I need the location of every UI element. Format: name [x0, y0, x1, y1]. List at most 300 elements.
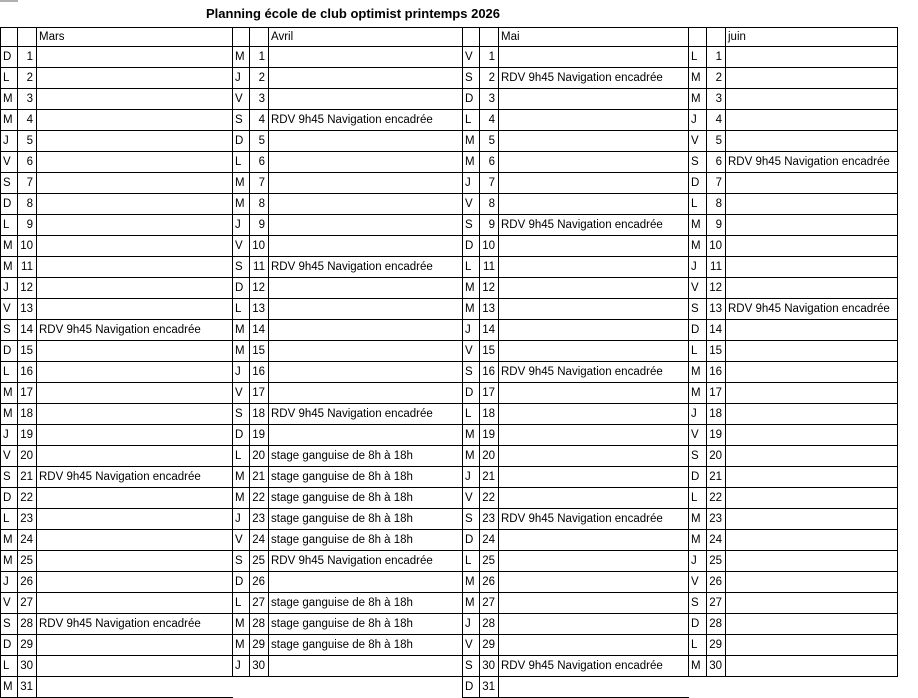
weekday-letter-cell[interactable]: V [689, 425, 707, 446]
event-cell[interactable] [37, 110, 233, 131]
day-number-cell[interactable]: 27 [707, 593, 726, 614]
weekday-letter-cell[interactable]: V [689, 131, 707, 152]
weekday-letter-cell[interactable]: J [463, 614, 480, 635]
day-number-cell[interactable]: 3 [18, 89, 37, 110]
event-cell[interactable] [726, 593, 898, 614]
weekday-letter-cell[interactable]: L [1, 656, 18, 677]
day-number-cell[interactable]: 31 [18, 677, 37, 698]
day-number-cell[interactable]: 11 [707, 257, 726, 278]
weekday-letter-cell[interactable]: V [1, 299, 18, 320]
event-cell[interactable]: stage ganguise de 8h à 18h [269, 467, 463, 488]
weekday-letter-cell[interactable]: D [463, 530, 480, 551]
event-cell[interactable]: RDV 9h45 Navigation encadrée [726, 152, 898, 173]
day-number-cell[interactable]: 9 [707, 215, 726, 236]
event-cell[interactable] [726, 551, 898, 572]
day-number-cell[interactable]: 2 [250, 68, 269, 89]
event-cell[interactable] [269, 236, 463, 257]
weekday-letter-cell[interactable]: M [1, 677, 18, 698]
weekday-letter-cell[interactable]: D [689, 173, 707, 194]
day-number-cell[interactable]: 15 [480, 341, 499, 362]
month-header-mars[interactable]: Mars [37, 28, 233, 47]
day-number-cell[interactable]: 6 [18, 152, 37, 173]
event-cell[interactable] [726, 215, 898, 236]
day-number-cell[interactable]: 1 [250, 47, 269, 68]
month-header-avril[interactable]: Avril [269, 28, 463, 47]
day-number-cell[interactable]: 24 [18, 530, 37, 551]
event-cell[interactable] [499, 278, 689, 299]
weekday-letter-cell[interactable]: L [689, 635, 707, 656]
day-number-cell[interactable]: 27 [18, 593, 37, 614]
event-cell[interactable] [37, 236, 233, 257]
day-number-cell[interactable]: 15 [707, 341, 726, 362]
day-number-cell[interactable]: 10 [18, 236, 37, 257]
weekday-letter-cell[interactable]: L [1, 362, 18, 383]
day-number-cell[interactable]: 11 [18, 257, 37, 278]
weekday-letter-cell[interactable]: M [233, 614, 250, 635]
weekday-letter-cell[interactable]: M [233, 173, 250, 194]
weekday-letter-cell[interactable]: L [233, 152, 250, 173]
day-number-cell[interactable]: 27 [480, 593, 499, 614]
day-number-cell[interactable]: 22 [480, 488, 499, 509]
day-number-cell[interactable]: 20 [250, 446, 269, 467]
day-number-cell[interactable]: 6 [480, 152, 499, 173]
day-number-cell[interactable]: 8 [480, 194, 499, 215]
weekday-letter-cell[interactable]: M [689, 509, 707, 530]
weekday-letter-cell[interactable]: L [689, 47, 707, 68]
event-cell[interactable] [499, 467, 689, 488]
weekday-letter-cell[interactable]: J [1, 131, 18, 152]
weekday-letter-cell[interactable]: D [1, 47, 18, 68]
event-cell[interactable] [269, 656, 463, 677]
event-cell[interactable] [37, 89, 233, 110]
event-cell[interactable]: stage ganguise de 8h à 18h [269, 593, 463, 614]
weekday-letter-cell[interactable]: L [463, 110, 480, 131]
event-cell[interactable] [726, 89, 898, 110]
day-number-cell[interactable]: 16 [18, 362, 37, 383]
day-number-cell[interactable]: 28 [18, 614, 37, 635]
weekday-letter-cell[interactable]: L [689, 488, 707, 509]
weekday-letter-cell[interactable]: D [233, 131, 250, 152]
weekday-letter-cell[interactable]: M [1, 236, 18, 257]
event-cell[interactable] [499, 320, 689, 341]
month-header-mai[interactable]: Mai [499, 28, 689, 47]
weekday-letter-cell[interactable]: S [1, 467, 18, 488]
weekday-letter-cell[interactable]: D [1, 488, 18, 509]
event-cell[interactable]: RDV 9h45 Navigation encadrée [37, 467, 233, 488]
weekday-letter-cell[interactable]: M [689, 215, 707, 236]
event-cell[interactable] [499, 47, 689, 68]
event-cell[interactable] [499, 89, 689, 110]
weekday-letter-cell[interactable]: M [1, 110, 18, 131]
weekday-letter-cell[interactable]: V [1, 446, 18, 467]
day-number-cell[interactable]: 17 [18, 383, 37, 404]
day-number-cell[interactable]: 28 [707, 614, 726, 635]
weekday-letter-cell[interactable]: D [689, 614, 707, 635]
event-cell[interactable] [269, 194, 463, 215]
weekday-letter-cell[interactable]: M [233, 341, 250, 362]
weekday-letter-cell[interactable]: L [1, 509, 18, 530]
event-cell[interactable] [499, 110, 689, 131]
event-cell[interactable] [37, 173, 233, 194]
event-cell[interactable] [726, 530, 898, 551]
day-number-cell[interactable]: 16 [250, 362, 269, 383]
header-blank-cell[interactable] [689, 28, 707, 47]
event-cell[interactable] [269, 152, 463, 173]
header-blank-cell[interactable] [707, 28, 726, 47]
weekday-letter-cell[interactable]: M [1, 404, 18, 425]
weekday-letter-cell[interactable]: M [463, 299, 480, 320]
event-cell[interactable] [726, 614, 898, 635]
weekday-letter-cell[interactable]: M [1, 551, 18, 572]
event-cell[interactable] [269, 572, 463, 593]
event-cell[interactable] [726, 68, 898, 89]
header-blank-cell[interactable] [233, 28, 250, 47]
event-cell[interactable] [726, 278, 898, 299]
day-number-cell[interactable]: 30 [18, 656, 37, 677]
day-number-cell[interactable]: 24 [707, 530, 726, 551]
weekday-letter-cell[interactable]: J [689, 551, 707, 572]
weekday-letter-cell[interactable]: M [463, 425, 480, 446]
event-cell[interactable] [499, 404, 689, 425]
weekday-letter-cell[interactable]: M [233, 320, 250, 341]
day-number-cell[interactable]: 4 [480, 110, 499, 131]
day-number-cell[interactable]: 31 [480, 677, 499, 698]
event-cell[interactable] [499, 299, 689, 320]
event-cell[interactable]: RDV 9h45 Navigation encadrée [499, 215, 689, 236]
event-cell[interactable]: stage ganguise de 8h à 18h [269, 509, 463, 530]
event-cell[interactable] [726, 341, 898, 362]
weekday-letter-cell[interactable]: V [233, 383, 250, 404]
day-number-cell[interactable]: 25 [707, 551, 726, 572]
event-cell[interactable] [37, 131, 233, 152]
day-number-cell[interactable]: 23 [707, 509, 726, 530]
day-number-cell[interactable]: 21 [18, 467, 37, 488]
day-number-cell[interactable]: 26 [707, 572, 726, 593]
day-number-cell[interactable]: 22 [18, 488, 37, 509]
weekday-letter-cell[interactable]: V [463, 341, 480, 362]
month-header-juin[interactable]: juin [726, 28, 898, 47]
day-number-cell[interactable]: 25 [250, 551, 269, 572]
event-cell[interactable] [726, 425, 898, 446]
weekday-letter-cell[interactable]: S [689, 593, 707, 614]
weekday-letter-cell[interactable]: M [463, 572, 480, 593]
weekday-letter-cell[interactable]: M [233, 635, 250, 656]
weekday-letter-cell[interactable]: M [233, 467, 250, 488]
day-number-cell[interactable]: 12 [250, 278, 269, 299]
weekday-letter-cell[interactable]: D [463, 89, 480, 110]
header-blank-cell[interactable] [250, 28, 269, 47]
weekday-letter-cell[interactable]: D [1, 635, 18, 656]
event-cell[interactable] [726, 467, 898, 488]
weekday-letter-cell[interactable]: L [463, 257, 480, 278]
weekday-letter-cell[interactable]: M [689, 89, 707, 110]
event-cell[interactable] [499, 572, 689, 593]
weekday-letter-cell[interactable]: M [689, 236, 707, 257]
day-number-cell[interactable]: 12 [707, 278, 726, 299]
weekday-letter-cell[interactable] [689, 677, 707, 698]
day-number-cell[interactable]: 21 [707, 467, 726, 488]
event-cell[interactable]: RDV 9h45 Navigation encadrée [499, 656, 689, 677]
day-number-cell[interactable]: 2 [707, 68, 726, 89]
day-number-cell[interactable]: 6 [250, 152, 269, 173]
day-number-cell[interactable]: 24 [250, 530, 269, 551]
weekday-letter-cell[interactable]: V [463, 635, 480, 656]
day-number-cell[interactable]: 27 [250, 593, 269, 614]
weekday-letter-cell[interactable]: V [689, 572, 707, 593]
weekday-letter-cell[interactable]: J [689, 110, 707, 131]
day-number-cell[interactable]: 1 [707, 47, 726, 68]
event-cell[interactable] [269, 47, 463, 68]
weekday-letter-cell[interactable]: L [1, 215, 18, 236]
day-number-cell[interactable]: 13 [250, 299, 269, 320]
event-cell[interactable]: RDV 9h45 Navigation encadrée [37, 320, 233, 341]
event-cell[interactable]: RDV 9h45 Navigation encadrée [269, 551, 463, 572]
event-cell[interactable]: stage ganguise de 8h à 18h [269, 614, 463, 635]
day-number-cell[interactable]: 5 [18, 131, 37, 152]
event-cell[interactable] [37, 341, 233, 362]
weekday-letter-cell[interactable]: D [689, 320, 707, 341]
weekday-letter-cell[interactable]: J [233, 362, 250, 383]
day-number-cell[interactable]: 18 [250, 404, 269, 425]
day-number-cell[interactable]: 14 [18, 320, 37, 341]
day-number-cell[interactable]: 8 [250, 194, 269, 215]
day-number-cell[interactable]: 1 [18, 47, 37, 68]
event-cell[interactable] [37, 194, 233, 215]
weekday-letter-cell[interactable]: M [1, 89, 18, 110]
day-number-cell[interactable]: 10 [707, 236, 726, 257]
weekday-letter-cell[interactable]: J [233, 509, 250, 530]
event-cell[interactable] [726, 404, 898, 425]
weekday-letter-cell[interactable]: J [689, 404, 707, 425]
day-number-cell[interactable]: 28 [250, 614, 269, 635]
weekday-letter-cell[interactable]: M [463, 446, 480, 467]
day-number-cell[interactable]: 13 [18, 299, 37, 320]
day-number-cell[interactable]: 12 [480, 278, 499, 299]
day-number-cell[interactable]: 19 [480, 425, 499, 446]
day-number-cell[interactable]: 7 [480, 173, 499, 194]
weekday-letter-cell[interactable]: J [1, 278, 18, 299]
event-cell[interactable] [37, 68, 233, 89]
day-number-cell[interactable] [250, 677, 269, 698]
weekday-letter-cell[interactable]: S [1, 614, 18, 635]
event-cell[interactable] [499, 593, 689, 614]
weekday-letter-cell[interactable]: M [463, 593, 480, 614]
event-cell[interactable] [499, 446, 689, 467]
event-cell[interactable]: stage ganguise de 8h à 18h [269, 446, 463, 467]
day-number-cell[interactable]: 20 [707, 446, 726, 467]
day-number-cell[interactable]: 16 [480, 362, 499, 383]
event-cell[interactable] [37, 257, 233, 278]
event-cell[interactable]: RDV 9h45 Navigation encadrée [726, 299, 898, 320]
weekday-letter-cell[interactable]: V [463, 488, 480, 509]
day-number-cell[interactable]: 14 [480, 320, 499, 341]
weekday-letter-cell[interactable]: D [233, 425, 250, 446]
day-number-cell[interactable]: 12 [18, 278, 37, 299]
weekday-letter-cell[interactable] [233, 677, 250, 698]
event-cell[interactable] [726, 446, 898, 467]
day-number-cell[interactable]: 16 [707, 362, 726, 383]
weekday-letter-cell[interactable]: V [233, 89, 250, 110]
event-cell[interactable] [726, 131, 898, 152]
event-cell[interactable] [499, 341, 689, 362]
event-cell[interactable]: RDV 9h45 Navigation encadrée [37, 614, 233, 635]
day-number-cell[interactable]: 10 [480, 236, 499, 257]
day-number-cell[interactable]: 17 [480, 383, 499, 404]
weekday-letter-cell[interactable]: V [463, 194, 480, 215]
day-number-cell[interactable]: 2 [480, 68, 499, 89]
event-cell[interactable] [269, 299, 463, 320]
day-number-cell[interactable]: 7 [707, 173, 726, 194]
event-cell[interactable] [37, 656, 233, 677]
day-number-cell[interactable]: 26 [480, 572, 499, 593]
event-cell[interactable] [269, 68, 463, 89]
day-number-cell[interactable]: 20 [18, 446, 37, 467]
day-number-cell[interactable]: 17 [707, 383, 726, 404]
event-cell[interactable] [37, 635, 233, 656]
event-cell[interactable] [37, 278, 233, 299]
weekday-letter-cell[interactable]: V [689, 278, 707, 299]
day-number-cell[interactable]: 2 [18, 68, 37, 89]
weekday-letter-cell[interactable]: S [233, 110, 250, 131]
weekday-letter-cell[interactable]: L [233, 446, 250, 467]
event-cell[interactable] [499, 635, 689, 656]
event-cell[interactable] [499, 488, 689, 509]
event-cell[interactable] [499, 677, 689, 698]
header-blank-cell[interactable] [480, 28, 499, 47]
day-number-cell[interactable]: 25 [18, 551, 37, 572]
weekday-letter-cell[interactable]: D [233, 278, 250, 299]
weekday-letter-cell[interactable]: M [1, 257, 18, 278]
day-number-cell[interactable]: 13 [707, 299, 726, 320]
weekday-letter-cell[interactable]: J [233, 656, 250, 677]
event-cell[interactable] [37, 299, 233, 320]
day-number-cell[interactable]: 1 [480, 47, 499, 68]
weekday-letter-cell[interactable]: M [689, 362, 707, 383]
event-cell[interactable]: RDV 9h45 Navigation encadrée [499, 68, 689, 89]
day-number-cell[interactable]: 23 [250, 509, 269, 530]
event-cell[interactable] [37, 509, 233, 530]
weekday-letter-cell[interactable]: J [463, 173, 480, 194]
event-cell[interactable] [37, 488, 233, 509]
day-number-cell[interactable]: 4 [707, 110, 726, 131]
event-cell[interactable] [499, 257, 689, 278]
weekday-letter-cell[interactable]: M [1, 383, 18, 404]
weekday-letter-cell[interactable]: L [463, 404, 480, 425]
day-number-cell[interactable]: 30 [250, 656, 269, 677]
event-cell[interactable] [269, 173, 463, 194]
event-cell[interactable] [726, 47, 898, 68]
day-number-cell[interactable]: 7 [18, 173, 37, 194]
day-number-cell[interactable]: 22 [250, 488, 269, 509]
day-number-cell[interactable]: 14 [707, 320, 726, 341]
day-number-cell[interactable]: 23 [18, 509, 37, 530]
weekday-letter-cell[interactable]: S [463, 215, 480, 236]
event-cell[interactable] [499, 425, 689, 446]
event-cell[interactable] [269, 362, 463, 383]
weekday-letter-cell[interactable]: D [463, 236, 480, 257]
event-cell[interactable] [499, 551, 689, 572]
weekday-letter-cell[interactable]: D [1, 341, 18, 362]
day-number-cell[interactable]: 28 [480, 614, 499, 635]
day-number-cell[interactable]: 26 [18, 572, 37, 593]
weekday-letter-cell[interactable]: D [463, 383, 480, 404]
day-number-cell[interactable]: 3 [250, 89, 269, 110]
day-number-cell[interactable]: 20 [480, 446, 499, 467]
event-cell[interactable] [37, 530, 233, 551]
day-number-cell[interactable]: 15 [250, 341, 269, 362]
day-number-cell[interactable]: 26 [250, 572, 269, 593]
day-number-cell[interactable]: 15 [18, 341, 37, 362]
day-number-cell[interactable]: 23 [480, 509, 499, 530]
event-cell[interactable]: stage ganguise de 8h à 18h [269, 635, 463, 656]
weekday-letter-cell[interactable]: L [689, 194, 707, 215]
event-cell[interactable] [37, 677, 233, 698]
day-number-cell[interactable]: 21 [480, 467, 499, 488]
event-cell[interactable] [37, 152, 233, 173]
event-cell[interactable] [499, 194, 689, 215]
weekday-letter-cell[interactable]: M [233, 47, 250, 68]
weekday-letter-cell[interactable]: D [1, 194, 18, 215]
weekday-letter-cell[interactable]: L [1, 68, 18, 89]
weekday-letter-cell[interactable]: D [233, 572, 250, 593]
weekday-letter-cell[interactable]: M [463, 278, 480, 299]
weekday-letter-cell[interactable]: S [233, 551, 250, 572]
weekday-letter-cell[interactable]: L [463, 551, 480, 572]
day-number-cell[interactable]: 11 [250, 257, 269, 278]
day-number-cell[interactable]: 13 [480, 299, 499, 320]
weekday-letter-cell[interactable]: L [233, 593, 250, 614]
event-cell[interactable]: stage ganguise de 8h à 18h [269, 530, 463, 551]
weekday-letter-cell[interactable]: S [463, 656, 480, 677]
event-cell[interactable] [269, 278, 463, 299]
day-number-cell[interactable]: 9 [250, 215, 269, 236]
day-number-cell[interactable]: 17 [250, 383, 269, 404]
event-cell[interactable] [37, 383, 233, 404]
event-cell[interactable] [726, 362, 898, 383]
day-number-cell[interactable]: 29 [250, 635, 269, 656]
event-cell[interactable] [726, 677, 898, 698]
weekday-letter-cell[interactable]: S [689, 152, 707, 173]
event-cell[interactable] [499, 131, 689, 152]
weekday-letter-cell[interactable]: V [463, 47, 480, 68]
event-cell[interactable] [269, 677, 463, 698]
event-cell[interactable] [37, 425, 233, 446]
day-number-cell[interactable]: 22 [707, 488, 726, 509]
day-number-cell[interactable]: 9 [18, 215, 37, 236]
day-number-cell[interactable] [707, 677, 726, 698]
weekday-letter-cell[interactable]: M [233, 488, 250, 509]
weekday-letter-cell[interactable]: M [1, 530, 18, 551]
event-cell[interactable] [499, 383, 689, 404]
event-cell[interactable] [269, 215, 463, 236]
weekday-letter-cell[interactable]: L [689, 341, 707, 362]
event-cell[interactable] [269, 341, 463, 362]
event-cell[interactable] [269, 131, 463, 152]
header-blank-cell[interactable] [1, 28, 18, 47]
day-number-cell[interactable]: 8 [707, 194, 726, 215]
weekday-letter-cell[interactable]: J [463, 467, 480, 488]
event-cell[interactable] [499, 173, 689, 194]
event-cell[interactable]: RDV 9h45 Navigation encadrée [269, 257, 463, 278]
day-number-cell[interactable]: 29 [707, 635, 726, 656]
weekday-letter-cell[interactable]: S [463, 362, 480, 383]
weekday-letter-cell[interactable]: J [463, 320, 480, 341]
event-cell[interactable]: RDV 9h45 Navigation encadrée [269, 110, 463, 131]
event-cell[interactable] [726, 488, 898, 509]
event-cell[interactable] [726, 257, 898, 278]
day-number-cell[interactable]: 25 [480, 551, 499, 572]
event-cell[interactable] [726, 572, 898, 593]
